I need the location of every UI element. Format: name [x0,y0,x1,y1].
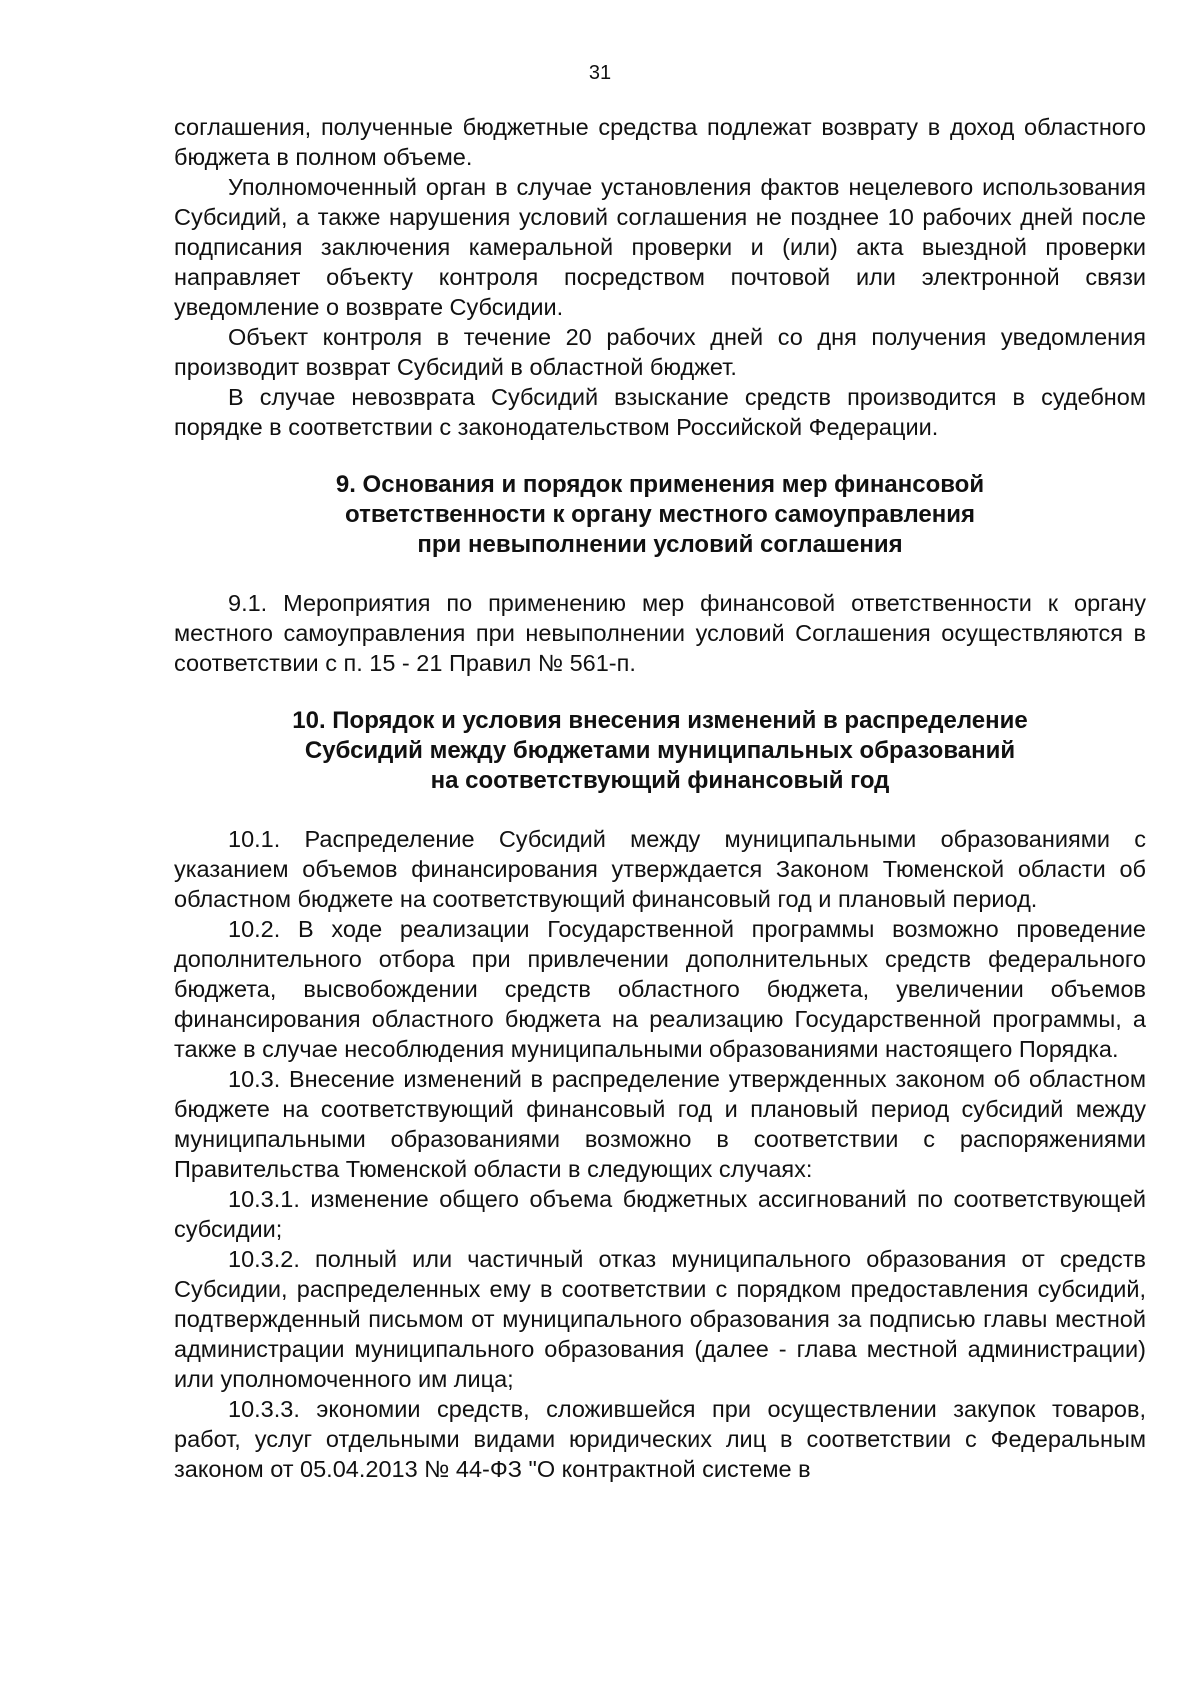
heading-line: Субсидий между бюджетами муниципальных образований [304,737,1016,764]
heading-line: на соответствующий финансовый год [430,767,890,794]
paragraph-10-3: 10.3. Внесение изменений в распределение утвержденных законом об областном бюджете на соответствующий финансовый год и плановый период субсидий между муниципальными образованиями возможно в соответствии с распоряжениями Правительства Тюменской области в следующих случаях: [174,1066,1146,1182]
paragraph-10-1: 10.1. Распределение Субсидий между муниципальными образованиями с указанием объемов финансирования утверждается Законом Тюменской области об областном бюджете на соответствующий финансовый год и плановый период. [174,826,1146,912]
heading-line: 10. Порядок и условия внесения изменений в распределение [292,707,1028,734]
section-9-heading [174,470,1146,560]
paragraph-10-3-2: 10.3.2. полный или частичный отказ муниципального образования от средств Субсидии, распределенных ему в соответствии с порядком предоставления субсидий, подтвержденный письмом от муниципального образования за подписью главы местной администрации муниципального образования (далее - глава местной администрации) или уполномоченного им лица; [174,1246,1146,1392]
heading-line: 9. Основания и порядок применения мер финансовой [335,471,985,498]
heading-line: ответственности к органу местного самоуправления [345,501,975,528]
paragraph-10-3-1: 10.3.1. изменение общего объема бюджетных ассигнований по соответствующей субсидии; [174,1186,1146,1242]
document-body [174,112,1146,1484]
paragraph: Уполномоченный орган в случае установления фактов нецелевого использования Субсидий, а также нарушения условий соглашения не позднее 10 рабочих дней после подписания заключения камеральной проверки и (или) акта выездной проверки направляет объекту контроля посредством почтовой или электронной связи уведомление о возврате Субсидии. [174,174,1146,320]
page-number: 31 [588,62,612,84]
paragraph-10-2: 10.2. В ходе реализации Государственной программы возможно проведение дополнительного отбора при привлечении дополнительных средств федерального бюджета, высвобождении средств областного бюджета, увеличении объемов финансирования областного бюджета на реализацию Государственной программы, а также в случае несоблюдения муниципальными образованиями настоящего Порядка. [174,916,1146,1062]
paragraph-9-1: 9.1. Мероприятия по применению мер финансовой ответственности к органу местного самоуправления при невыполнении условий Соглашения осуществляются в соответствии с п. 15 - 21 Правил № 561-п. [174,590,1146,676]
paragraph-10-3-3: 10.3.3. экономии средств, сложившейся при осуществлении закупок товаров, работ, услуг отдельными видами юридических лиц в соответствии с Федеральным законом от 05.04.2013 № 44-ФЗ "О контрактной системе в [174,1396,1146,1482]
paragraph: соглашения, полученные бюджетные средства подлежат возврату в доход областного бюджета в полном объеме. [174,114,1146,170]
paragraph: В случае невозврата Субсидий взыскание средств производится в судебном порядке в соответствии с законодательством Российской Федерации. [174,384,1146,440]
heading-line: при невыполнении условий соглашения [417,531,903,558]
paragraph: Объект контроля в течение 20 рабочих дней со дня получения уведомления производит возврат Субсидий в областной бюджет. [174,324,1146,380]
section-10-heading [174,706,1146,796]
